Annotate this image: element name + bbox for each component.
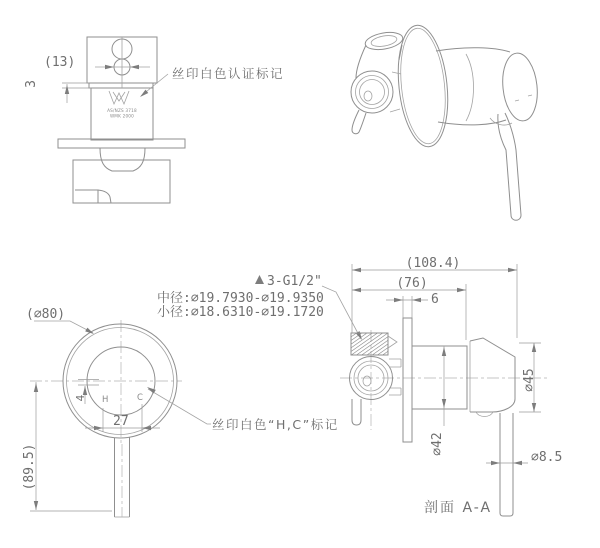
dim-d8-5-label: ∅8.5 [531, 450, 563, 465]
hot-indicator-label: H [102, 395, 109, 405]
logo-text-1: AS/NZS 3718 [107, 108, 137, 113]
dim-d42-label: ∅42 [430, 432, 445, 456]
trim-cap-outline [87, 37, 157, 140]
watermark-logo [107, 91, 137, 119]
dim-3-label: 3 [24, 80, 39, 88]
handle-rod-front [115, 437, 130, 517]
arrowhead [83, 386, 87, 395]
thread-pitch-label: 中径:∅19.7930-∅19.9350 [157, 291, 324, 306]
dim-76-label: (76) [396, 276, 428, 291]
dim-108-4-label: (108.4) [405, 256, 461, 271]
valve-cartridge-section [350, 357, 402, 426]
arrowhead [65, 85, 69, 94]
dim-6-label: 6 [431, 292, 439, 307]
arrowhead [442, 399, 446, 408]
dim-13-label: (13) [44, 55, 76, 70]
arrowhead [412, 298, 421, 302]
dim-d45-label: ∅45 [522, 368, 537, 392]
arrowhead [130, 65, 139, 69]
hc-callout-label: 丝印白色“H,C”标记 [212, 417, 339, 432]
logo-text-2: WMK 2000 [109, 113, 135, 119]
arrowhead [532, 403, 536, 412]
thread-callout-label: 3-G1/2" [267, 274, 322, 289]
cert-callout-label: 丝印白色认证标记 [172, 66, 285, 81]
arrowhead [352, 268, 361, 272]
section-view [340, 256, 562, 516]
handle-rod-section [500, 413, 513, 516]
thread-minor-label: 小径:∅18.6310-∅19.1720 [157, 305, 324, 320]
arrowhead [394, 298, 403, 302]
arrowhead [34, 383, 38, 392]
handle-lever [490, 113, 521, 220]
front-face-view [22, 307, 339, 517]
threaded-inlet [351, 333, 397, 355]
mixer-body-cylinder [436, 48, 540, 125]
cold-indicator-label: C [137, 393, 143, 403]
inlet-elbow-body [351, 30, 404, 134]
arrowhead [94, 426, 103, 430]
thread-spec-note [157, 274, 362, 340]
body-section [412, 338, 515, 417]
inlet-leg [352, 399, 361, 425]
front-detail-view [24, 37, 284, 203]
arrowhead [491, 461, 500, 465]
perspective-view [351, 23, 540, 220]
section-title-label: 剖面 A-A [424, 500, 493, 516]
mounting-flange [58, 139, 185, 171]
dim-4-label: 4 [74, 394, 87, 402]
arrowhead [105, 65, 114, 69]
wall-plate-section [403, 318, 412, 442]
arrowhead [457, 288, 466, 292]
dim-89-5-label: (89.5) [22, 443, 37, 491]
arrowhead [532, 343, 536, 352]
arrowhead [442, 347, 446, 356]
valve-rough-body [73, 160, 170, 203]
surface-triangle-symbol [255, 275, 264, 284]
dim-27-label: 27 [113, 414, 129, 429]
arrowhead [352, 288, 361, 292]
dim-d80-label: (∅80) [26, 307, 66, 322]
inlet-stub [352, 110, 366, 134]
arrowhead [508, 268, 517, 272]
arrowhead [513, 461, 522, 465]
arrowhead [34, 501, 38, 510]
